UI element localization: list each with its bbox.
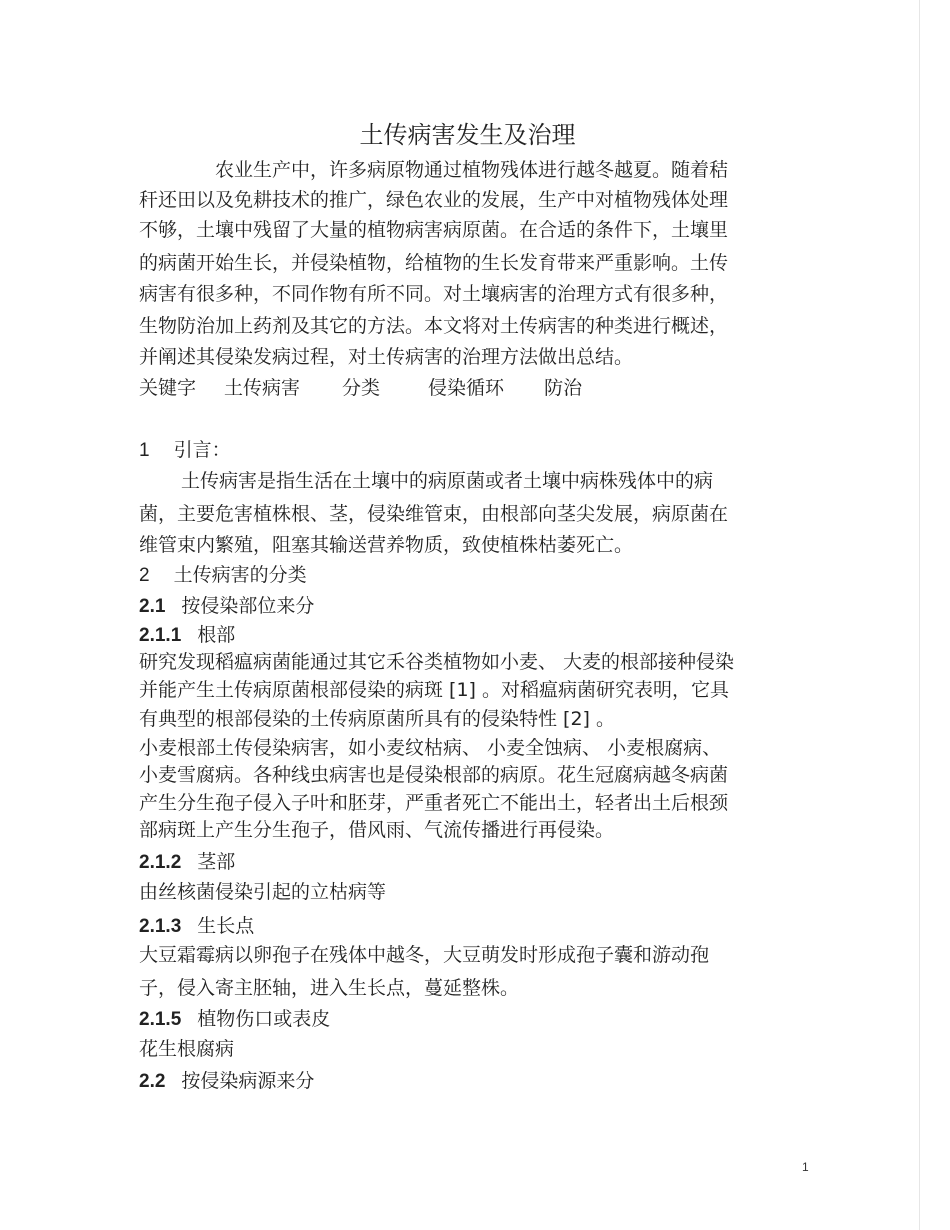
section-number: 2.1.3: [139, 916, 182, 937]
section-title: 土传病害的分类: [173, 564, 307, 586]
section-number: 2.1: [139, 596, 166, 617]
paragraph-line: 土传病害是指生活在土壤中的病原菌或者土壤中病株残体中的病: [181, 470, 714, 492]
paragraph-line: 维管束内繁殖，阻塞其输送营养物质，致使植株枯萎死亡。: [139, 534, 634, 556]
section-number: 2.2: [139, 1071, 166, 1092]
paragraph-line: 产生分生孢子侵入子叶和胚芽，严重者死亡不能出土，轻者出土后根颈: [139, 792, 729, 814]
keywords-row: [139, 376, 582, 400]
section-heading-2-1-2: [139, 850, 235, 875]
paragraph-line: 部病斑上产生分生孢子，借风雨、气流传播进行再侵染。: [139, 819, 615, 841]
section-title: 按侵染病源来分: [181, 1070, 315, 1092]
paragraph-line: 由丝核菌侵染引起的立枯病等: [139, 881, 387, 903]
section-number: 2.1.1: [139, 625, 182, 646]
paragraph-line: 有典型的根部侵染的土传病原菌所具有的侵染特性 [2] 。: [139, 708, 615, 730]
paragraph-line: 菌，主要危害植株根、茎，侵染维管束，由根部向茎尖发展，病原菌在: [139, 503, 729, 525]
abstract-line: 秆还田以及免耕技术的推广，绿色农业的发展，生产中对植物残体处理: [139, 189, 729, 211]
abstract-line: 的病菌开始生长，并侵染植物，给植物的生长发育带来严重影响。土传: [139, 252, 729, 274]
keyword-item: 侵染循环: [428, 377, 505, 399]
paragraph-line: 并能产生土传病原菌根部侵染的病斑 [1] 。对稻瘟病菌研究表明，它具: [139, 679, 729, 701]
section-number: 2.1.2: [139, 852, 182, 873]
document-title: 土传病害发生及治理: [359, 121, 576, 149]
paragraph-line: 大豆霜霉病以卵孢子在残体中越冬，大豆萌发时形成孢子囊和游动孢: [139, 944, 710, 966]
keyword-item: 分类: [342, 377, 381, 399]
section-title: 生长点: [197, 915, 255, 937]
keyword-item: 土传病害: [224, 377, 301, 399]
page-number: 1: [802, 1160, 809, 1174]
section-heading-2-2: [139, 1069, 314, 1094]
section-heading-2-1-3: [139, 914, 254, 939]
section-heading-2-1-1: [139, 623, 235, 648]
paragraph-line: 研究发现稻瘟病菌能通过其它禾谷类植物如小麦、 大麦的根部接种侵染: [139, 651, 735, 673]
section-title: 根部: [197, 624, 236, 646]
section-heading-2: [139, 563, 307, 588]
paragraph-line: 小麦雪腐病。各种线虫病害也是侵染根部的病原。花生冠腐病越冬病菌: [139, 764, 729, 786]
section-number: 2.1.5: [139, 1009, 182, 1030]
section-heading-2-1-5: [139, 1007, 330, 1032]
section-title: 茎部: [197, 851, 236, 873]
paragraph-line: 子，侵入寄主胚轴，进入生长点，蔓延整株。: [139, 977, 520, 999]
abstract-line: 农业生产中，许多病原物通过植物残体进行越冬越夏。随着秸: [215, 159, 729, 181]
paragraph-line: 小麦根部土传侵染病害，如小麦纹枯病、 小麦全蚀病、 小麦根腐病、: [139, 737, 722, 759]
section-heading-2-1: [139, 594, 314, 619]
section-title: 植物伤口或表皮: [197, 1008, 331, 1030]
section-title: 引言：: [173, 439, 231, 461]
keywords-label: 关键字: [139, 377, 197, 399]
abstract-line: 病害有很多种，不同作物有所不同。对土壤病害的治理方式有很多种，: [139, 283, 729, 305]
section-number: 2: [139, 565, 150, 586]
abstract-line: 并阐述其侵染发病过程，对土传病害的治理方法做出总结。: [139, 346, 634, 368]
section-heading-1: [139, 438, 231, 463]
abstract-line: 不够，土壤中残留了大量的植物病害病原菌。在合适的条件下，土壤里: [139, 219, 729, 241]
abstract-line: 生物防治加上药剂及其它的方法。本文将对土传病害的种类进行概述，: [139, 315, 729, 337]
section-title: 按侵染部位来分: [181, 595, 315, 617]
section-number: 1: [139, 440, 150, 461]
keyword-item: 防治: [544, 377, 583, 399]
paragraph-line: 花生根腐病: [139, 1038, 235, 1060]
